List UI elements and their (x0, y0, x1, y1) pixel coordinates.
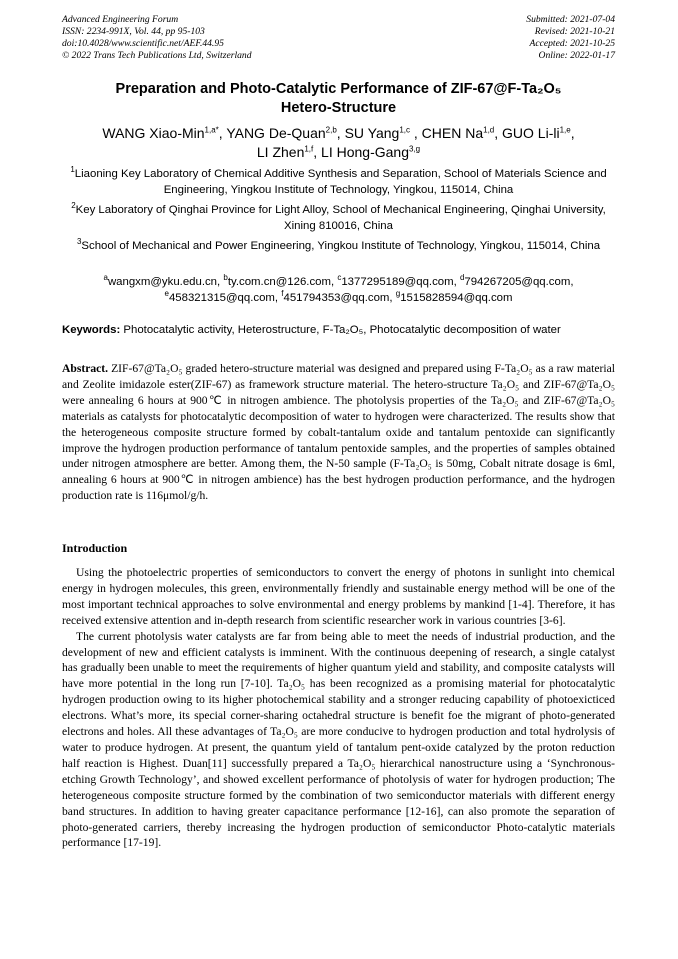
email: $^e$458321315@qq.com (164, 288, 275, 304)
author: SU Yang$^{1,c}$ , (344, 125, 422, 141)
section-heading-introduction: Introduction (62, 541, 128, 555)
paragraph: The current photolysis water catalysts are far from being able to meet the needs of industrial production, and the development of new and efficient catalysts is imminent. With the continuous deepening of research, a single catalyst has gradually been unable to meet the requirements of higher quantum yield and stability, and composite catalysts will have more potential in the long run [7-10]. Ta₂O₅ has been recognized as a promising material for photocatalytic hydrogen production owing to its higher photochemical stability and a stronger reducing capability of photoexicticed electrons. What’s more, its special corner-sharing octahedral structure is benefit foe the migrant of photo-generated electrons and holes. All these advantages of Ta₂O₅ are more conducive to hydrogen production and total hydrolysis of water to produce hydrogen. At present, the quantum yield of tantalum pent-oxide catalyzed by the proton reduction half reaction is Highest. Duan[11] successfully prepared a Ta₂O₅ hierarchical nanostructure using a ‘Synchronous-etching Growth Technology’, and showed excellent performance of photolysis of water for hydrogen production; The heterogeneous composite structure formed by the combination of two semiconductor materials with different energy band structures. In addition to having greater capacitance performance [12-16], can also promote the separation of photo-generated carriers, thereby increasing the hydrogen production of semiconductor Photo-catalytic materials performance [17-19]. (62, 629, 615, 850)
keywords-text: Photocatalytic activity, Heterostructure, F-Ta₂O₅, Photocatalytic decomposition of water (123, 324, 561, 336)
journal-name: Advanced Engineering Forum (62, 14, 179, 25)
affiliation-3: $^3$School of Mechanical and Power Engineering, Yingkou Institute of Technology, Yingkou, 115014, China (76, 237, 601, 252)
journal-header-left (62, 14, 402, 62)
author: CHEN Na$^{1,d}$, (421, 125, 503, 141)
author-list (62, 124, 615, 162)
author: LI Zhen$^{1,f}$, (256, 144, 322, 160)
affiliation-2: $^2$Key Laboratory of Qinghai Province for Light Alloy, School of Mechanical Engineering, Qinghai University, Xining 810016, China (71, 201, 606, 232)
email: $^a$wangxm@yku.edu.cn (103, 273, 218, 288)
paragraph: Using the photoelectric properties of semiconductors to convert the energy of photons in sunlight into chemical energy in hydrogen molecules, this green, environmentally friendly and sustainable energy method will be one of the most important technical approaches to solve environmental and energy problems by mankind [1-4]. Therefore, it has received extensive attention and in-depth research from scientific researcher work in various countries [3-6]. (62, 566, 615, 627)
email: $^b$ty.com.cn@126.com (223, 273, 331, 288)
journal-header-right (355, 14, 615, 62)
title-line-1: Preparation and Photo-Catalytic Performance of ZIF-67@F-Ta₂O₅ (115, 81, 562, 97)
doi-line: doi:10.4028/www.scientific.net/AEF.44.95 (62, 38, 224, 49)
online-date: Online: 2022-01-17 (538, 50, 615, 61)
abstract-text: ZIF-67@Ta₂O₅ graded hetero-structure material was designed and prepared using F-Ta₂O₅ as a raw material and Zeolite imidazole ester(ZIF-67) as framework structure material. The hetero-structure Ta₂O₅ and ZIF-67@Ta₂O₅ were annealing 6 hours at 900℃ in nitrogen ambience. The photolysis properties of the Ta₂O₅ and ZIF-67@Ta₂O₅ materials as catalysts for photocatalytic decomposition of water to hydrogen were characterized. The results show that the heterogeneous composite structure formed by cobalt-tantalum oxide and tantalum pentoxide can significantly improve the hydrogen production performance of tantalum pentoxide samples, and the properties of samples obtained under nitrogen atmosphere are better. Among them, the N-50 sample (F-Ta₂O₅ is 50mg, Cobalt nitrate dosage is 6ml, annealing 6 hours at 900℃ in nitrogen ambience) has the best hydrogen production performance, and the hydrogen production rate is 116μmol/g/h. (62, 362, 615, 503)
email: $^f$451794353@qq.com (281, 288, 390, 304)
issn-line: ISSN: 2234-991X, Vol. 44, pp 95-103 (62, 26, 205, 37)
introduction-body (62, 565, 615, 851)
email: $^d$794267205@qq.com (459, 273, 571, 288)
author-emails: $^a$wangxm@yku.edu.cn, $^b$ty.com.cn@126.com, $^c$1377295189@qq.com, $^d$794267205@qq.com, $^e$458321315@qq.com, $^f$451794353@qq.com, $^g$1515828594@qq.com (103, 273, 574, 304)
abstract (62, 361, 615, 504)
email: $^g$1515828594@qq.com (395, 288, 513, 304)
author: LI Hong-Gang$^{3,g}$ (321, 144, 421, 160)
accepted-date: Accepted: 2021-10-25 (529, 38, 615, 49)
author: WANG Xiao-Min$^{1,a*}$, (102, 125, 227, 141)
paper-title (62, 80, 615, 118)
title-line-2: Hetero-Structure (280, 100, 397, 116)
abstract-label: Abstract. (62, 362, 109, 375)
affiliation-1: $^1$Liaoning Key Laboratory of Chemical Additive Synthesis and Separation, School of Materials Science and Engineering, Yingkou Institute of Technology, Yingkou, 115014, China (70, 165, 607, 196)
email: $^c$1377295189@qq.com (337, 273, 454, 288)
submitted-date: Submitted: 2021-07-04 (526, 14, 615, 25)
author: GUO Li-li$^{1,e}$, (502, 125, 575, 141)
revised-date: Revised: 2021-10-21 (534, 26, 615, 37)
copyright-line: © 2022 Trans Tech Publications Ltd, Switzerland (62, 50, 252, 61)
keywords-label: Keywords: (62, 324, 121, 336)
author: YANG De-Quan$^{2,b}$, (226, 125, 345, 141)
keywords (62, 323, 615, 338)
